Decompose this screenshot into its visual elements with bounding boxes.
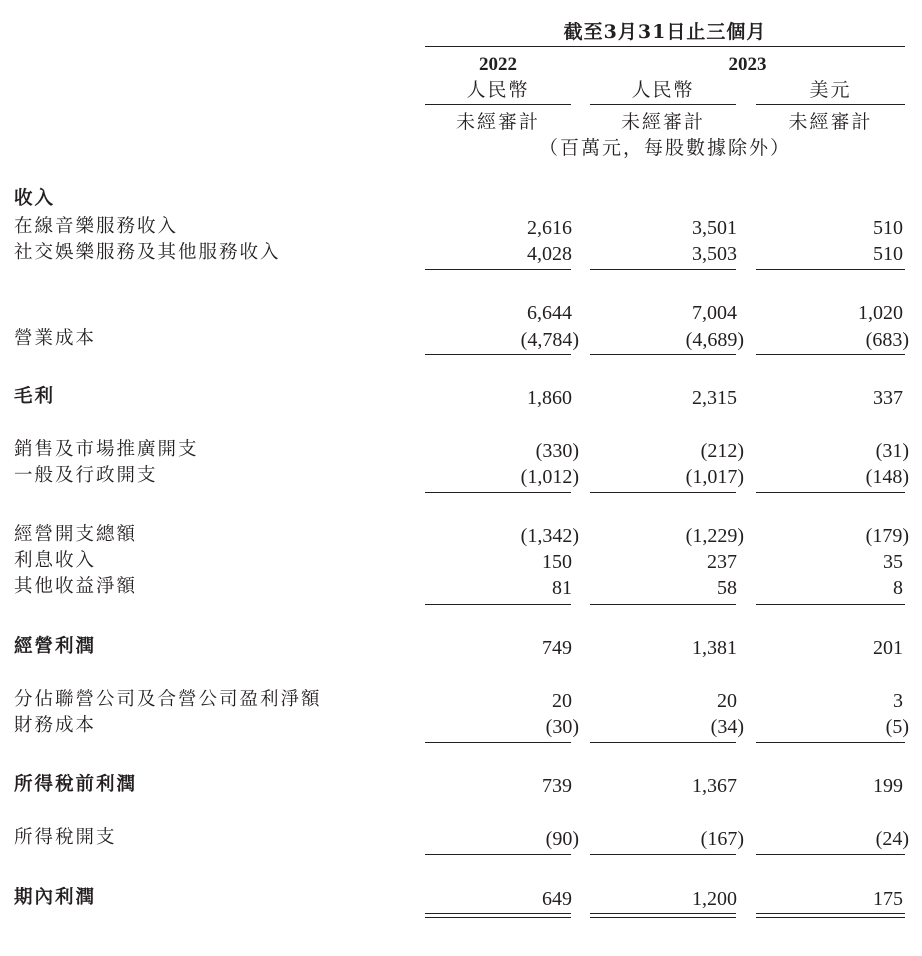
- general-admin-label: 一般及行政開支: [14, 465, 158, 486]
- currency-rmb-2022: 人民幣: [466, 79, 530, 101]
- online-music-usd: 510: [873, 217, 903, 239]
- selling-marketing-2022: (330): [535, 440, 579, 462]
- unit-note: （百萬元，每股數據除外）: [538, 137, 791, 159]
- general-admin-2023: (1,017): [685, 466, 744, 488]
- profit-for-period-2022: 649: [542, 888, 572, 910]
- cost-of-revenue-label: 營業成本: [14, 328, 97, 349]
- income-tax-2023: (167): [700, 828, 744, 850]
- col2-header-rule: [590, 104, 736, 105]
- selling-marketing-usd: (31): [875, 440, 909, 462]
- other-gains-usd: 8: [893, 577, 903, 599]
- cost-rule-1: [425, 354, 571, 355]
- finance-cost-label: 財務成本: [14, 715, 97, 736]
- total-opex-2023: (1,229): [685, 525, 744, 547]
- social-entertainment-label: 社交娛樂服務及其他服務收入: [14, 242, 281, 263]
- cost-of-revenue-2023: (4,689): [685, 329, 744, 351]
- profit-for-period-label: 期內利潤: [14, 887, 97, 908]
- total-opex-2022: (1,342): [520, 525, 579, 547]
- pbt-rule-2: [590, 742, 736, 743]
- final-double-rule-top-1: [425, 913, 571, 914]
- cost-rule-2: [590, 354, 736, 355]
- income-tax-usd: (24): [875, 828, 909, 850]
- income-tax-2022: (90): [545, 828, 579, 850]
- year-2023: 2023: [728, 54, 767, 75]
- revenue-heading: 收入: [14, 188, 56, 209]
- profit-before-tax-2023: 1,367: [692, 775, 737, 797]
- operating-rule-2: [590, 604, 736, 605]
- profit-for-period-usd: 175: [873, 888, 903, 910]
- finance-cost-2022: (30): [545, 716, 579, 738]
- interest-income-label: 利息收入: [14, 550, 97, 571]
- gross-profit-2023: 2,315: [692, 387, 737, 409]
- share-of-profit-label: 分佔聯營公司及合營公司盈利淨額: [14, 689, 322, 710]
- finance-cost-2023: (34): [710, 716, 744, 738]
- cost-of-revenue-2022: (4,784): [520, 329, 579, 351]
- general-admin-2022: (1,012): [520, 466, 579, 488]
- operating-profit-usd: 201: [873, 637, 903, 659]
- interest-income-2023: 237: [707, 551, 737, 573]
- interest-income-2022: 150: [542, 551, 572, 573]
- online-music-label: 在線音樂服務收入: [14, 216, 179, 237]
- pbt-rule-1: [425, 742, 571, 743]
- total-opex-usd: (179): [865, 525, 909, 547]
- other-gains-label: 其他收益淨額: [14, 576, 138, 597]
- final-double-rule-top-3: [756, 913, 905, 914]
- profit-before-tax-label: 所得稅前利潤: [14, 774, 138, 795]
- other-gains-2023: 58: [717, 577, 737, 599]
- revenue-subtotal-rule-2: [590, 269, 736, 270]
- revenue-subtotal-rule-3: [756, 269, 905, 270]
- interest-income-usd: 35: [883, 551, 903, 573]
- currency-usd-2023: 美元: [809, 79, 852, 101]
- profit-before-tax-2022: 739: [542, 775, 572, 797]
- period-heading: 截至3月31日止三個月: [563, 21, 767, 43]
- profit-before-tax-usd: 199: [873, 775, 903, 797]
- online-music-2022: 2,616: [527, 217, 572, 239]
- final-double-rule-bottom-2: [590, 917, 736, 918]
- currency-rmb-2023: 人民幣: [631, 79, 695, 101]
- share-of-profit-2023: 20: [717, 690, 737, 712]
- tax-rule-3: [756, 854, 905, 855]
- operating-rule-3: [756, 604, 905, 605]
- social-entertainment-usd: 510: [873, 243, 903, 265]
- operating-rule-1: [425, 604, 571, 605]
- total-revenue-2022: 6,644: [527, 302, 572, 324]
- social-entertainment-2023: 3,503: [692, 243, 737, 265]
- social-entertainment-2022: 4,028: [527, 243, 572, 265]
- gross-profit-2022: 1,860: [527, 387, 572, 409]
- selling-marketing-label: 銷售及市場推廣開支: [14, 439, 199, 460]
- online-music-2023: 3,501: [692, 217, 737, 239]
- col3-header-rule: [756, 104, 905, 105]
- opex-rule-1: [425, 492, 571, 493]
- opex-rule-2: [590, 492, 736, 493]
- header-rule: [425, 46, 905, 47]
- share-of-profit-2022: 20: [552, 690, 572, 712]
- finance-cost-usd: (5): [885, 716, 909, 738]
- audit-status-2: 未經審計: [620, 111, 705, 133]
- operating-profit-2023: 1,381: [692, 637, 737, 659]
- final-double-rule-bottom-1: [425, 917, 571, 918]
- pbt-rule-3: [756, 742, 905, 743]
- selling-marketing-2023: (212): [700, 440, 744, 462]
- total-revenue-usd: 1,020: [858, 302, 903, 324]
- tax-rule-2: [590, 854, 736, 855]
- year-2022: 2022: [479, 54, 517, 75]
- col1-header-rule: [425, 104, 571, 105]
- audit-status-3: 未經審計: [788, 111, 873, 133]
- share-of-profit-usd: 3: [893, 690, 903, 712]
- gross-profit-label: 毛利: [14, 386, 56, 407]
- opex-rule-3: [756, 492, 905, 493]
- general-admin-usd: (148): [865, 466, 909, 488]
- final-double-rule-top-2: [590, 913, 736, 914]
- operating-profit-label: 經營利潤: [14, 636, 97, 657]
- cost-rule-3: [756, 354, 905, 355]
- gross-profit-usd: 337: [873, 387, 903, 409]
- income-tax-label: 所得稅開支: [14, 827, 117, 848]
- other-gains-2022: 81: [552, 577, 572, 599]
- total-opex-label: 經營開支總額: [14, 524, 138, 545]
- cost-of-revenue-usd: (683): [865, 329, 909, 351]
- audit-status-1: 未經審計: [455, 111, 540, 133]
- operating-profit-2022: 749: [542, 637, 572, 659]
- total-revenue-2023: 7,004: [692, 302, 737, 324]
- revenue-subtotal-rule-1: [425, 269, 571, 270]
- profit-for-period-2023: 1,200: [692, 888, 737, 910]
- tax-rule-1: [425, 854, 571, 855]
- final-double-rule-bottom-3: [756, 917, 905, 918]
